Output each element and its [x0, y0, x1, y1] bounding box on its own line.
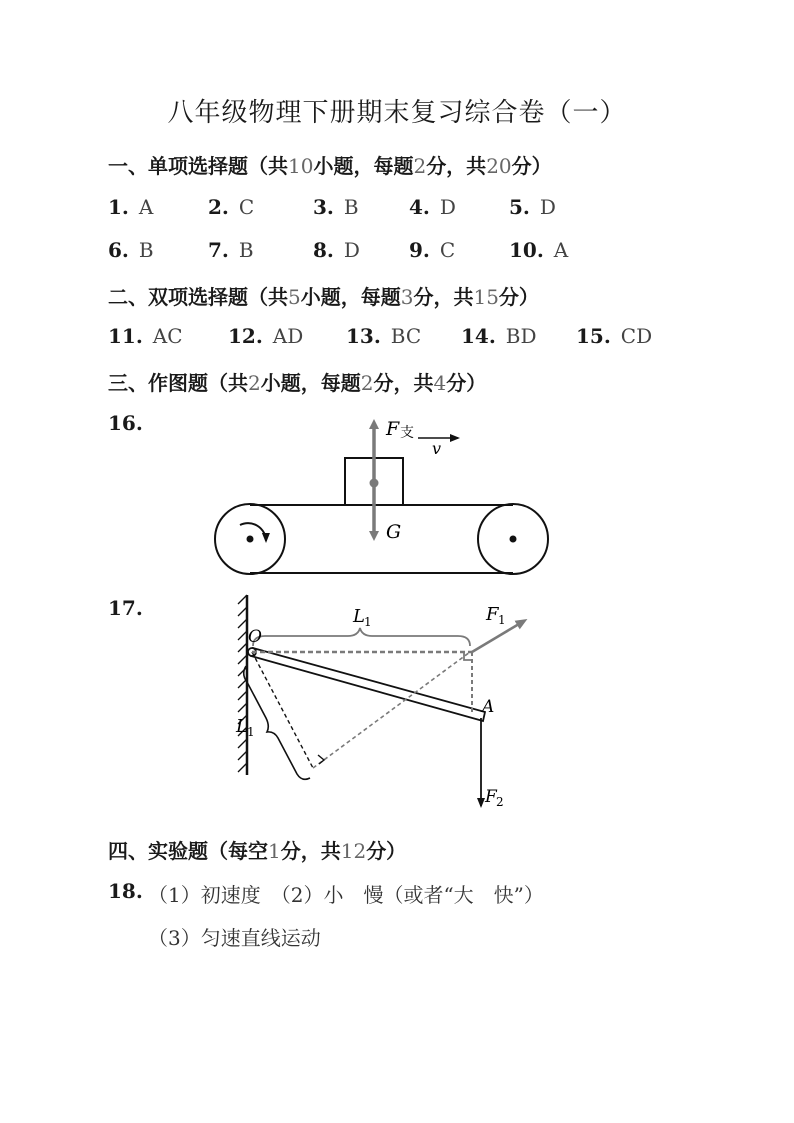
section-3-count: 2: [248, 371, 261, 395]
answer-item: 6. B: [108, 238, 154, 262]
answers-row-3: [108, 324, 652, 348]
section-4-mid2: 分，共: [280, 839, 341, 863]
label-F2: F: [485, 787, 497, 807]
label-O: O: [248, 627, 262, 647]
section-4-prefix: 四、实验题（每空: [108, 839, 268, 863]
section-4-total: 12: [340, 839, 367, 863]
label-F1-sub: 1: [498, 613, 506, 627]
section-3-each: 2: [360, 371, 374, 395]
section-4-suffix: 分）: [366, 839, 407, 863]
section-3-total: 4: [433, 371, 447, 395]
answer-item: 5. D: [509, 195, 556, 219]
answer-item: 11. AC: [108, 324, 183, 348]
left-roller-axle: [247, 536, 254, 543]
section-1-total: 20: [486, 154, 512, 178]
section-3-mid2: 分，共: [373, 371, 434, 395]
section-2-suffix: 分）: [498, 285, 539, 309]
brace-top: [253, 628, 470, 646]
support-force-label: F: [386, 418, 400, 440]
section-4-each: 1: [268, 839, 281, 863]
brace-left: [244, 666, 310, 779]
label-F2-sub: 2: [496, 795, 504, 809]
label-L1-top: L: [353, 606, 365, 627]
section-2-mid2: 分，共: [413, 285, 474, 309]
gravity-label: G: [386, 521, 402, 543]
label-A: A: [482, 697, 495, 717]
right-roller-axle: [510, 536, 517, 543]
support-force-subscript: 支: [400, 425, 414, 441]
question-17-number: 17.: [108, 596, 143, 620]
answer-item: 2. C: [208, 195, 255, 219]
section-1-count: 10: [288, 154, 314, 178]
answer-item: 10. A: [509, 238, 569, 262]
answer-item: 8. D: [313, 238, 360, 262]
answer-item: 12. AD: [228, 324, 304, 348]
lever-diagram: [220, 590, 560, 815]
question-18-number: 18.: [108, 879, 143, 903]
lever-bar: [251, 648, 485, 721]
answer-item: 4. D: [409, 195, 456, 219]
wall-hatching: [238, 595, 247, 772]
section-3-prefix: 三、作图题（共: [108, 371, 248, 395]
section-3-header: [108, 367, 486, 396]
answer-item: 14. BD: [461, 324, 537, 348]
section-2-header: [108, 281, 539, 310]
answer-item: 1. A: [108, 195, 154, 219]
section-3-mid1: 小题，每题: [260, 371, 361, 395]
answer-item: 15. CD: [576, 324, 653, 348]
section-1-mid1: 小题，每题: [313, 154, 414, 178]
label-L1-top-sub: 1: [364, 615, 372, 629]
page-title: 八年级物理下册期末复习综合卷（一）: [167, 98, 627, 128]
label-F1: F: [486, 604, 499, 625]
center-of-mass-dot: [370, 479, 379, 488]
label-L1-left-sub: 1: [247, 725, 255, 739]
label-L1-left: L: [236, 716, 248, 737]
answers-row-2: [108, 238, 568, 262]
section-4-header: [108, 835, 406, 864]
question-18-answer-line-2: （3）匀速直线运动: [148, 926, 321, 950]
answer-item: 13. BC: [346, 324, 422, 348]
section-2-mid1: 小题，每题: [300, 285, 401, 309]
answer-item: 3. B: [313, 195, 359, 219]
section-2-count: 5: [288, 285, 301, 309]
section-1-header: [108, 150, 552, 179]
section-2-total: 15: [473, 285, 499, 309]
section-1-prefix: 一、单项选择题（共: [108, 154, 288, 178]
section-1-suffix: 分）: [511, 154, 552, 178]
section-3-suffix: 分）: [446, 371, 487, 395]
answers-row-1: [108, 195, 556, 219]
answer-item: 7. B: [208, 238, 254, 262]
question-16-number: 16.: [108, 411, 143, 435]
velocity-label: v: [432, 439, 442, 458]
conveyor-diagram: [200, 405, 570, 585]
question-18-answer-line-1: （1）初速度 （2）小 慢（或者“大 快”）: [148, 883, 544, 907]
section-2-each: 3: [400, 285, 414, 309]
section-2-prefix: 二、双项选择题（共: [108, 285, 288, 309]
answer-item: 9. C: [409, 238, 456, 262]
section-1-mid2: 分，共: [426, 154, 487, 178]
section-1-each: 2: [413, 154, 427, 178]
